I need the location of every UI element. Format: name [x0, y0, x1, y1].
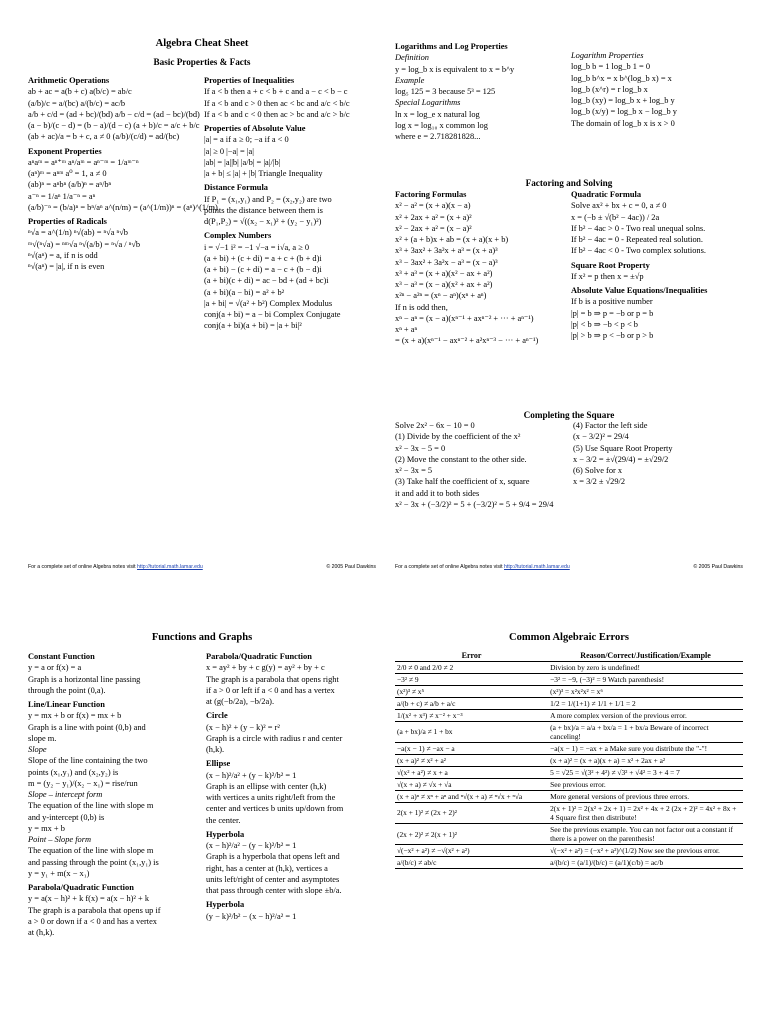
footer-text: For a complete set of online Algebra notes visit [28, 563, 136, 570]
table-row [395, 790, 743, 802]
formula-line: x²ⁿ − a²ⁿ = (xⁿ − aⁿ)(xⁿ + aⁿ) [395, 291, 487, 301]
formula-line: (a + bi)(a − bi) = a² + b² [204, 287, 285, 297]
table-row [395, 709, 743, 721]
formula-line: (aⁿ)ᵐ = aⁿᵐ a⁰ = 1, a ≠ 0 [28, 169, 107, 178]
section-heading: Logarithms and Log Properties [395, 42, 508, 51]
formula-line: (ab)ⁿ = aⁿbⁿ (a/b)ⁿ = aⁿ/bⁿ [28, 180, 112, 190]
formula-line: |a| ≥ 0 |−a| = |a| [204, 146, 254, 156]
formula-line: y = log_b x is equivalent to x = b^y [395, 64, 515, 74]
table-row [395, 845, 743, 857]
formula-line: |p| = b ⇒ p = −b or p = b [571, 308, 654, 318]
formula-line: (a − b)/(c − d) = (b − a)/(d − c) (a + b)/c = a/c + b/c [28, 121, 200, 130]
formula-line: i = √−1 i² = −1 √−a = i√a, a ≥ 0 [204, 242, 310, 252]
formula-line: |p| > b ⇒ p < −b or p > b [571, 331, 654, 340]
formula-line: Solve 2x² − 6x − 10 = 0 [395, 421, 475, 430]
column-header-reason: Reason/Correct/Justification/Example [548, 651, 743, 661]
formula-line: through the point (0,a). [28, 685, 106, 695]
error-cell: √(x + a) ≠ √x + √a [395, 778, 548, 790]
formula-line: if a > 0 or left if a < 0 and has a vertex [206, 685, 335, 695]
error-cell: (2x + 2)² ≠ 2(x + 1)² [395, 823, 548, 844]
formula-line: and passing through the point (x₁,y₁) is [28, 857, 159, 867]
formula-line: (a/b)/c = a/(bc) a/(b/c) = ac/b [28, 98, 126, 108]
formula-line: (a + bi)(c + di) = ac − bd + (ad + bc)i [204, 276, 329, 286]
formula-line: ln x = log_e x natural log [395, 109, 480, 119]
page-title: Algebra Cheat Sheet [155, 38, 249, 49]
table-row [395, 742, 743, 754]
formula-line: Graph is a line with point (0,b) and [28, 722, 146, 732]
formula-line: ab + ac = a(b + c) a(b/c) = ab/c [28, 87, 132, 97]
formula-line: (5) Use Square Root Property [573, 443, 673, 453]
formula-line: ⁿ√a = a^(1/n) ⁿ√(ab) = ⁿ√a ⁿ√b [28, 228, 128, 238]
section-heading: Parabola/Quadratic Function [206, 652, 312, 661]
formula-line: If x² = p then x = ±√p [571, 271, 644, 281]
page-functions-graphs [28, 632, 376, 1024]
subsection-label: Slope – intercept form [28, 790, 103, 799]
error-cell: √(−x² + a²) ≠ −√(x² + a²) [395, 845, 548, 857]
formula-line: ⁿ√(aⁿ) = a, if n is odd [28, 250, 98, 260]
error-cell: √(x² + a²) ≠ x + a [395, 766, 548, 778]
error-cell: 2(x + 1)² ≠ (2x + 2)² [395, 802, 548, 823]
formula-line: log_b b^x = x b^(log_b x) = x [571, 73, 672, 83]
table-row [395, 697, 743, 709]
subsection-label: Point – Slope form [28, 835, 92, 844]
page-title: Functions and Graphs [151, 632, 253, 643]
formula-line: a⁻ⁿ = 1/aⁿ 1/a⁻ⁿ = aⁿ [28, 191, 96, 201]
page-logs-factoring [395, 38, 743, 578]
reason-cell: See previous error. [548, 778, 743, 790]
formula-line: log_b (x^r) = r log_b x [571, 84, 648, 94]
section-heading: Square Root Property [571, 260, 650, 270]
formula-line: (y − k)²/b² − (x − h)²/a² = 1 [206, 911, 297, 921]
section-heading: Hyperbola [206, 900, 245, 910]
formula-line: at (h,k). [28, 928, 55, 937]
formula-line: x² − 2ax + a² = (x − a)² [395, 223, 472, 233]
page-algebraic-errors [395, 632, 743, 1024]
errors-table-body [395, 661, 743, 869]
column-right [204, 72, 376, 333]
formula-line: x³ + a³ = (x + a)(x² − ax + a²) [395, 268, 493, 278]
section-heading: Hyperbola [206, 829, 245, 839]
column-header-error: Error [395, 651, 548, 661]
formula-line: x = 3/2 ± √29/2 [573, 477, 626, 487]
column-cs-result [573, 420, 743, 489]
formula-line: The equation of the line with slope m [28, 801, 154, 811]
formula-line: and y-intercept (0,b) is [28, 812, 105, 822]
formula-line: (a + bi) − (c + di) = a − c + (b − d)i [204, 265, 322, 274]
table-header-row [395, 651, 743, 661]
formula-line: x² + 2ax + a² = (x + a)² [395, 212, 472, 222]
formula-line: y = mx + b or f(x) = mx + b [28, 711, 122, 721]
formula-line: x³ + 3ax² + 3a²x + a³ = (x + a)³ [395, 246, 498, 256]
section-heading: Factoring Formulas [395, 190, 467, 199]
formula-line: y = a(x − h)² + k f(x) = a(x − h)² + k [28, 894, 150, 904]
formula-line: If n is odd then, [395, 302, 448, 312]
formula-line: conj(a + bi)(a + bi) = |a + bi|² [204, 321, 302, 331]
table-row [395, 766, 743, 778]
formula-line: m = (y₂ − y₁)/(x₂ − x₁) = rise/run [28, 778, 138, 788]
formula-line: Slope of the line containing the two [28, 756, 148, 766]
formula-line: The graph is a parabola that opens right [206, 674, 339, 684]
formula-line: The domain of log_b x is x > 0 [571, 118, 675, 128]
formula-line: Graph is an ellipse with center (h,k) [206, 781, 327, 791]
section-heading: Line/Linear Function [28, 700, 105, 709]
formula-line: log_b (xy) = log_b x + log_b y [571, 96, 675, 105]
formula-line: d(P₁,P₂) = √((x₂ − x₁)² + (y₂ − y₁)²) [204, 217, 322, 226]
section-heading: Distance Formula [204, 183, 268, 193]
footer-copyright: © 2005 Paul Dawkins [693, 563, 743, 570]
table-row [395, 823, 743, 844]
formula-line: (6) Solve for x [573, 466, 623, 475]
column-left [28, 648, 200, 939]
formula-line: aⁿaᵐ = aⁿ⁺ᵐ aⁿ/aᵐ = aⁿ⁻ᵐ = 1/aᵐ⁻ⁿ [28, 157, 139, 167]
column-left [28, 72, 218, 273]
formula-line: right, has a center at (h,k), vertices a [206, 863, 328, 873]
formula-line: (1) Divide by the coefficient of the x² [395, 432, 521, 442]
table-row [395, 721, 743, 742]
formula-line: (a/b)⁻ⁿ = (b/a)ⁿ = bⁿ/aⁿ a^(n/m) = (a^(1/m))ⁿ = (aⁿ)^(1/m) [28, 202, 218, 212]
formula-line: (4) Factor the left side [573, 421, 648, 430]
formula-line: |ab| = |a||b| |a/b| = |a|/|b| [204, 157, 281, 167]
formula-line: = (x + a)(xⁿ⁻¹ − axⁿ⁻² + a²xⁿ⁻³ − ··· + aⁿ⁻¹) [395, 336, 539, 346]
formula-line: If b is a positive number [571, 297, 653, 307]
column-log-properties [571, 50, 743, 130]
formula-line: If a < b and c < 0 then ac > bc and a/c > b/c [204, 109, 350, 119]
formula-line: xⁿ − aⁿ = (x − a)(xⁿ⁻¹ + axⁿ⁻² + ··· + aⁿ⁻¹) [395, 313, 534, 323]
formula-line: y = y₁ + m(x − x₁) [28, 868, 90, 878]
reason-cell: (a + bx)/a = a/a + bx/a = 1 + bx/a Beware of incorrect canceling! [548, 721, 743, 742]
formula-line: The equation of the line with slope m [28, 846, 154, 856]
formula-line: ⁿ√(aⁿ) = |a|, if n is even [28, 262, 105, 271]
subsection-label: Definition [395, 53, 429, 63]
column-quadratic [571, 186, 743, 342]
column-cs-steps [395, 420, 573, 511]
formula-line: x³ − 3ax² + 3a²x − a³ = (x − a)³ [395, 257, 498, 267]
formula-line: y = mx + b [28, 823, 65, 833]
section-title-factoring: Factoring and Solving [525, 178, 613, 188]
section-heading: Quadratic Formula [571, 190, 642, 199]
formula-line: Graph is a circle with radius r and center [206, 733, 343, 743]
section-heading: Parabola/Quadratic Function [28, 883, 134, 892]
section-heading: Properties of Radicals [28, 217, 107, 226]
table-row [395, 754, 743, 766]
table-row [395, 802, 743, 823]
section-heading: Exponent Properties [28, 146, 102, 156]
formula-line: |a + bi| = √(a² + b²) Complex Modulus [204, 298, 333, 308]
section-title-completing-square: Completing the Square [523, 410, 615, 420]
formula-line: If a < b and c > 0 then ac < bc and a/c < b/c [204, 98, 350, 108]
formula-line: points the distance between them is [204, 205, 323, 215]
formula-line: (a + bi) + (c + di) = a + c + (b + d)i [204, 253, 322, 263]
column-log-definitions [395, 38, 567, 143]
error-cell: −3² ≠ 9 [395, 673, 548, 685]
formula-line: center and vertices b units up/down from [206, 804, 344, 814]
reason-cell: 5 = √25 = √(3² + 4²) ≠ √3² + √4² = 3 + 4 = 7 [548, 766, 743, 778]
error-cell: (x²)³ ≠ x⁵ [395, 685, 548, 697]
formula-line: (x − h)²/a² + (y − k)²/b² = 1 [206, 770, 297, 780]
error-cell: 1/(x² + x³) ≠ x⁻² + x⁻³ [395, 709, 548, 721]
section-heading: Absolute Value Equations/Inequalities [571, 286, 708, 295]
formula-line: x = (−b ± √(b² − 4ac)) / 2a [571, 212, 660, 222]
error-cell: (x + a)ⁿ ≠ xⁿ + aⁿ and ⁿ√(x + a) ≠ ⁿ√x + ⁿ√a [395, 790, 548, 802]
formula-line: log_b (x/y) = log_b x − log_b y [571, 107, 677, 117]
section-title: Basic Properties & Facts [153, 56, 251, 67]
error-cell: (x + a)² ≠ x² + a² [395, 754, 548, 766]
section-heading: Properties of Inequalities [204, 76, 295, 85]
formula-line: Solve ax² + bx + c = 0, a ≠ 0 [571, 201, 667, 211]
formula-line: |a + b| ≤ |a| + |b| Triangle Inequality [204, 169, 323, 178]
reason-cell: (x²)³ = x²x²x² = x⁶ [548, 685, 743, 697]
formula-line: log_b b = 1 log_b 1 = 0 [571, 62, 651, 72]
formula-line: x² − 3x + (−3/2)² = 5 + (−3/2)² = 5 + 9/4 = 29/4 [395, 499, 554, 509]
formula-line: x² − 3x = 5 [395, 466, 433, 475]
formula-line: If b² − 4ac < 0 - Two complex solutions. [571, 246, 706, 256]
formula-line: with vertices a units right/left from the [206, 793, 336, 802]
formula-line: (h,k). [206, 745, 225, 754]
formula-line: points (x₁,y₁) and (x₂,y₂) is [28, 767, 119, 777]
formula-line: a > 0 or down if a < 0 and has a vertex [28, 916, 157, 926]
reason-cell: −3² = −9, (−3)² = 9 Watch parenthesis! [548, 673, 743, 685]
errors-table [395, 651, 743, 869]
formula-line: The graph is a parabola that opens up if [28, 905, 161, 915]
reason-cell: See the previous example. You can not factor out a constant if there is a power on the parenthesis! [548, 823, 743, 844]
subsection-label: Slope [28, 745, 47, 754]
section-heading: Properties of Absolute Value [204, 124, 306, 133]
page-footer [395, 564, 743, 570]
formula-line: log₅ 125 = 3 because 5³ = 125 [395, 87, 496, 96]
reason-cell: −a(x − 1) = −ax + a Make sure you distribute the "-"! [548, 742, 743, 754]
formula-line: (ab + ac)/a = b + c, a ≠ 0 (a/b)/(c/d) = ad/(bc) [28, 132, 180, 142]
section-heading: Ellipse [206, 759, 231, 769]
reason-cell: 2(x + 1)² = 2(x² + 2x + 1) = 2x² + 4x + 2 (2x + 2)² = 4x² + 8x + 4 Square first then distribute! [548, 802, 743, 823]
formula-line: x² − 3x − 5 = 0 [395, 443, 446, 453]
subsection-label: Example [395, 75, 425, 85]
reason-cell: 1/2 = 1/(1+1) ≠ 1/1 + 1/1 = 2 [548, 697, 743, 709]
section-heading: Arithmetic Operations [28, 76, 110, 85]
table-row [395, 857, 743, 869]
formula-line: y = a or f(x) = a [28, 663, 82, 673]
formula-line: xⁿ + aⁿ [395, 325, 418, 334]
formula-line: x² − a² = (x + a)(x − a) [395, 201, 471, 211]
formula-line: units left/right of center and asymptotes [206, 874, 340, 884]
formula-line: conj(a + bi) = a − bi Complex Conjugate [204, 310, 341, 319]
formula-line: Graph is a hyperbola that opens left and [206, 852, 340, 862]
table-row [395, 661, 743, 673]
formula-line: the center. [206, 815, 241, 825]
formula-line: (3) Take half the coefficient of x, square [395, 477, 530, 487]
formula-line: it and add it to both sides [395, 488, 480, 498]
formula-line: x − 3/2 = ±√(29/4) = ±√29/2 [573, 454, 669, 464]
subsection-label: Logarithm Properties [571, 51, 644, 60]
formula-line: x³ − a³ = (x − a)(x² + ax + a²) [395, 280, 493, 289]
formula-line: If a < b then a + c < b + c and a − c < b − c [204, 87, 348, 97]
formula-line: If P₁ = (x₁,y₁) and P₂ = (x₂,y₂) are two [204, 194, 332, 204]
footer-link[interactable]: http://tutorial.math.lamar.edu [137, 563, 203, 570]
formula-line: If b² − 4ac = 0 - Repeated real solution. [571, 235, 703, 244]
footer-link[interactable]: http://tutorial.math.lamar.edu [504, 563, 570, 570]
error-cell: 2/0 ≠ 0 and 2/0 ≠ 2 [395, 661, 548, 673]
footer-text: For a complete set of online Algebra notes visit [395, 563, 503, 570]
formula-line: Graph is a horizontal line passing [28, 674, 141, 684]
formula-line: at (g(−b/2a), −b/2a). [206, 697, 275, 706]
subsection-label: Special Logarithms [395, 98, 461, 108]
formula-line: where e = 2.718281828... [395, 132, 481, 141]
reason-cell: a/(b/c) = (a/1)/(b/c) = (a/1)(c/b) = ac/b [548, 857, 743, 869]
reason-cell: A more complex version of the previous error. [548, 709, 743, 721]
formula-line: (2) Move the constant to the other side. [395, 454, 527, 464]
formula-line: (x − h)² + (y − k)² = r² [206, 722, 280, 732]
formula-line: (x − 3/2)² = 29/4 [573, 432, 629, 442]
formula-line: |a| = a if a ≥ 0; −a if a < 0 [204, 135, 289, 145]
footer-copyright: © 2005 Paul Dawkins [326, 563, 376, 570]
section-heading: Constant Function [28, 652, 95, 661]
error-cell: a/(b + c) ≠ a/b + a/c [395, 697, 548, 709]
page-footer [28, 564, 376, 570]
table-row [395, 778, 743, 790]
page-title: Common Algebraic Errors [509, 632, 629, 643]
reason-cell: √(−x² + a²) = (−x² + a²)^(1/2) Now see the previous error. [548, 845, 743, 857]
reason-cell: More general versions of previous three errors. [548, 790, 743, 802]
formula-line: (x − h)²/a² − (y − k)²/b² = 1 [206, 841, 297, 850]
formula-line: |p| < b ⇒ −b < p < b [571, 319, 638, 329]
column-right [206, 648, 376, 923]
reason-cell: (x + a)² = (x + a)(x + a) = x² + 2ax + a² [548, 754, 743, 766]
error-cell: a/(b/c) ≠ ab/c [395, 857, 548, 869]
formula-line: If b² − 4ac > 0 - Two real unequal solns. [571, 223, 706, 233]
formula-line: slope m. [28, 733, 57, 743]
section-heading: Circle [206, 711, 228, 721]
formula-line: a/b + c/d = (ad + bc)/(bd) a/b − c/d = (ad − bc)/(bd) [28, 109, 200, 119]
page-basic-properties [28, 38, 376, 578]
reason-cell: Division by zero is undefined! [548, 661, 743, 673]
formula-line: ᵐ√(ⁿ√a) = ⁿᵐ√a ⁿ√(a/b) = ⁿ√a / ⁿ√b [28, 239, 141, 249]
error-cell: (a + bx)/a ≠ 1 + bx [395, 721, 548, 742]
formula-line: x = ay² + by + c g(y) = ay² + by + c [206, 663, 325, 673]
formula-line: x² + (a + b)x + ab = (x + a)(x + b) [395, 235, 509, 244]
table-row [395, 673, 743, 685]
section-heading: Complex Numbers [204, 231, 272, 241]
error-cell: −a(x − 1) ≠ −ax − a [395, 742, 548, 754]
column-factoring [395, 186, 575, 348]
formula-line: that pass through center with slope ±b/a. [206, 886, 342, 895]
formula-line: log x = log₁₀ x common log [395, 120, 488, 130]
table-row [395, 685, 743, 697]
